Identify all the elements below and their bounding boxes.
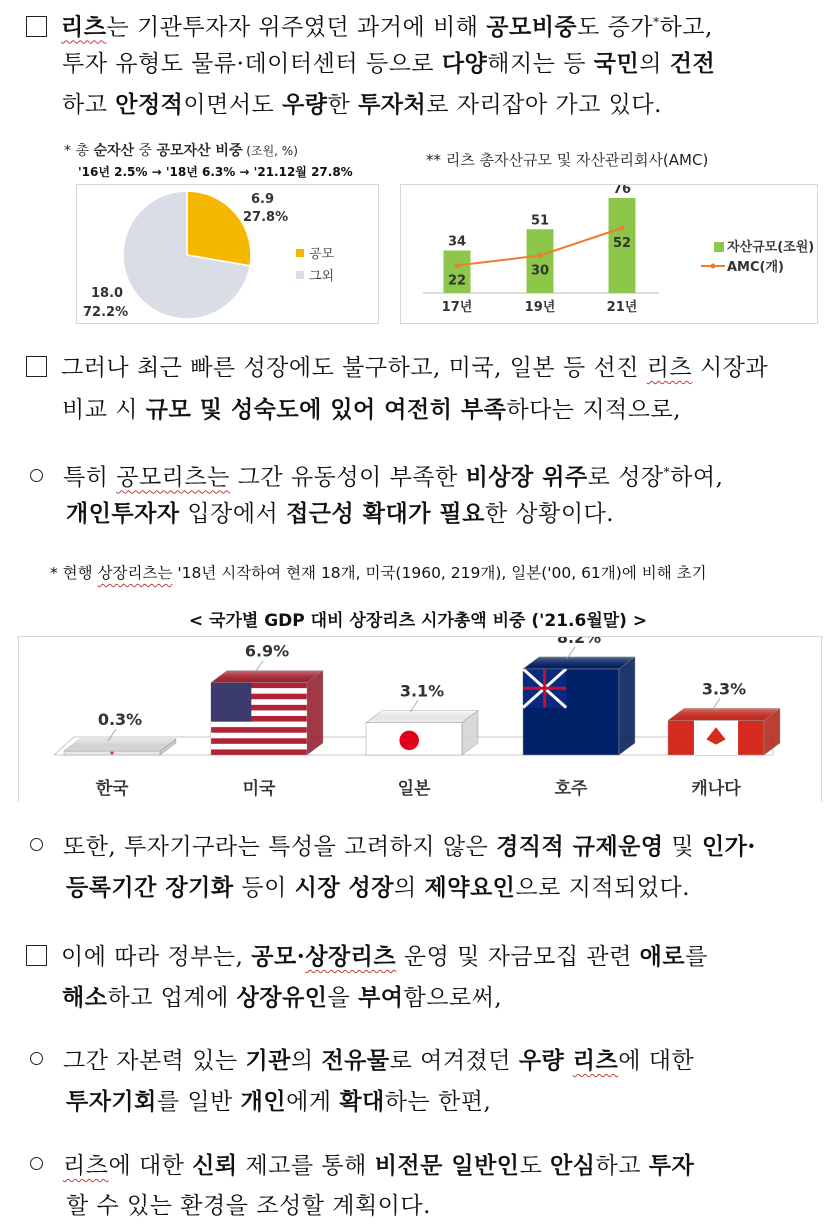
text: 하여, [670,464,724,491]
circle-bullet-icon [30,838,43,851]
text: 는 기관투자자 위주였던 과거에 비해 [106,14,487,41]
gdp-country-label: 캐나다 [691,779,741,799]
footnote-listed-reits [50,561,707,583]
pie-label-other-value: 18.0 [91,286,124,301]
pie-chart-trend: '16년 2.5% → '18년 6.3% → '21.12월 27.8% [78,165,353,179]
text: 비교 시 [62,397,146,423]
text-long-registration: 등록기간 장기화 [66,874,234,901]
text: 해지는 등 [487,51,594,77]
text-public: 공모· [251,943,306,970]
flag-stripe [211,744,307,750]
text: 운영 및 자금모집 관련 [396,944,640,970]
text: 하고 업계에 [107,985,237,1011]
text: 입장에서 [179,501,287,527]
gdp-country-label: 호주 [554,779,588,799]
text: 을 [327,985,359,1011]
paragraph-regulation [22,826,822,908]
text: * 총 [64,143,94,159]
text: 한 상황이다. [484,501,615,527]
text-authorization: 인가· [701,833,756,860]
text-resolve: 해소 [62,984,108,1011]
paragraph-public-reits [22,452,822,534]
text: 및 [663,834,702,860]
flag-stripe [211,722,307,728]
text: 이에 따라 정부는, [61,944,252,970]
text: 도 증가 [577,14,654,41]
text: 한 [327,92,359,118]
paragraph-government [26,936,826,1018]
text-rigid-regulation: 경직적 규제운영 [496,833,664,860]
point-amc [538,253,543,258]
text: 그러나 최근 빠른 성장에도 불구하고, 미국, 일본 등 선진 [61,355,647,381]
point-amc [620,226,625,231]
point-label-amc: 22 [447,273,467,289]
bar-top-shade [523,657,635,669]
text-unlisted: 비상장 위주 [465,463,588,491]
legend-marker-amc [711,264,716,269]
pie-label-other-pct: 72.2% [83,305,129,320]
footnote-mark: * [653,15,660,29]
text: 하고 [62,92,116,118]
text-citizens: 국민 [593,50,640,77]
flag-taeguk [111,752,114,755]
gdp-bar [211,642,323,799]
text: 할 수 있는 환경을 조성할 계획이다. [66,1193,431,1219]
text: 에 대한 [108,1153,193,1179]
text: 으로 지적되었다. [515,875,691,901]
text: 시장과 [692,355,769,381]
text: 를 [685,944,708,970]
bar-top-shade [366,710,478,722]
text-reits: 리츠 [646,355,693,381]
text: 의 [639,51,670,77]
text-investment: 투자처 [358,91,427,118]
point-label-amc: 52 [612,236,632,251]
square-bullet-icon [26,945,47,966]
text: 중 [134,143,157,159]
paragraph-comparison [26,348,826,430]
text: 하는 한편, [384,1089,492,1115]
text-public-share: 공모비중 [486,13,578,41]
flag-stripe [211,733,307,739]
text-institution: 기관 [245,1047,291,1074]
gdp-value-label: 0.3% [97,710,143,729]
square-bullet-icon [26,356,47,377]
gdp-bar [668,679,780,799]
bar-label-assets: 34 [447,234,467,250]
bar-chart-note: ** 리츠 총자산규모 및 자산관리회사(AMC) [426,151,709,169]
circle-bullet-icon [30,469,43,482]
text: 하다는 지적으로, [506,397,682,423]
text-safe: 안심 [550,1152,596,1179]
text: 에 대한 [618,1048,695,1074]
bar-top-shade [64,739,176,751]
point-amc [455,263,460,268]
pie-label-public-pct: 27.8% [243,210,289,225]
gdp-chart-svg [19,637,823,803]
x-tick-label: 21년 [606,300,638,315]
text-grant: 부여 [358,984,404,1011]
circle-bullet-icon [30,1157,43,1170]
bar-top-shade [668,708,780,720]
legend-swatch-assets [714,242,724,252]
text: (조원, %) [242,144,298,158]
text: 등이 [233,875,295,901]
legend-swatch-public [296,249,304,257]
bar-side-shade [307,671,323,755]
text: 도 [519,1153,551,1179]
text: 로 여겨졌던 [389,1048,519,1074]
text-reits: 리츠 [572,1047,619,1074]
pie-chart-svg [77,185,380,325]
text: 특히 [63,464,117,491]
text-individual: 개인 [240,1088,287,1115]
gdp-country-label: 한국 [95,779,129,799]
text-market-growth: 시장 성장 [294,874,394,901]
text: 함으로써, [403,985,503,1011]
legend-swatch-other [296,271,304,279]
text: 의 [290,1048,322,1074]
text-difficulties: 애로 [639,943,686,970]
gdp-value-label: 6.9% [244,641,290,661]
paragraph-opportunity [22,1040,822,1122]
bar-top-shade [211,671,323,683]
text: 로 성장 [587,464,664,491]
text-quality: 우량 [518,1047,573,1074]
x-tick-label: 19년 [524,300,556,315]
text-non-experts: 비전문 일반인 [374,1152,520,1179]
text: 제고를 통해 [237,1153,375,1179]
text-diverse: 다양 [441,50,488,77]
text: 그간 유동성이 부족한 [229,464,466,491]
text-insufficient: 규모 및 성숙도에 있어 여전히 부족 [145,396,507,423]
bar-label-assets: 76 [612,185,632,197]
text-trust: 신뢰 [192,1152,238,1179]
gdp-value-label: 3.1% [399,681,445,701]
pie-slice-public [187,191,251,266]
legend-public: 공모 [309,247,335,262]
pie-slices [123,191,251,319]
legend-amc: AMC(개) [727,260,784,275]
square-bullet-icon [26,16,47,37]
text: 순자산 [93,143,135,159]
footnote-mark: * [663,465,671,479]
paragraph-reits-growth [26,2,826,125]
text-access-needed: 접근성 확대가 필요 [286,500,485,527]
text: 에게 [286,1089,340,1115]
paragraph-trust [22,1145,822,1227]
pie-label-public-value: 6.9 [251,192,275,207]
assets-amc-chart [400,184,818,324]
text: 그간 자본력 있는 [63,1048,246,1074]
legend-other: 그외 [309,269,335,284]
text-exclusive: 전유물 [321,1047,390,1074]
pie-chart-note [64,140,298,160]
bar-assets [527,229,554,293]
bar-side-shade [619,657,635,755]
gdp-country-label: 일본 [397,779,431,799]
gdp-value-label: 8.2% [556,637,602,647]
text: '18년 시작하여 현재 18개, 미국(1960, 219개), 일본('00, 61개)에 비해 초기 [172,564,707,582]
point-label-amc: 30 [530,263,550,279]
flag-sun [399,731,419,751]
text-opportunity: 투자기회 [66,1088,157,1115]
text-individual-investors: 개인투자자 [66,500,180,527]
text: 공모자산 비중 [156,143,243,159]
text: 이면서도 [183,92,283,118]
text-expand: 확대 [339,1088,385,1115]
assets-amc-chart-svg [401,185,819,325]
text-reits: 리츠 [61,13,107,41]
text: 투자 유형도 물류·데이터센터 등으로 [62,51,442,77]
x-tick-label: 17년 [441,300,473,315]
gdp-value-label: 3.3% [701,679,747,699]
text: 상장리츠는 [97,564,173,582]
text: 의 [394,875,425,901]
text-reits: 리츠 [63,1153,109,1179]
text: 또한, 투자기구라는 특성을 고려하지 않은 [63,834,497,860]
text-listing-incentive: 상장유인 [236,984,328,1011]
bar-label-assets: 51 [530,213,550,229]
text-stable: 안정적 [115,91,184,118]
gdp-chart-title: < 국가별 GDP 대비 상장리츠 시가총액 비중 ('21.6월말) > [188,611,648,631]
gdp-chart [18,636,822,802]
text: 하고, [659,14,713,41]
text: 하고 [595,1153,649,1179]
gdp-bar [523,637,635,799]
text: * 현행 [50,564,98,582]
text-listed-reits: 상장리츠 [305,943,397,970]
text-invest: 투자 [648,1152,695,1179]
legend-assets: 자산규모(조원) [727,240,815,255]
text-quality: 우량 [282,91,328,118]
pie-chart [76,184,379,324]
text-public-reits: 공모리츠는 [116,464,230,491]
text-constraints: 제약요인 [424,874,516,901]
circle-bullet-icon [30,1052,43,1065]
gdp-bar [366,681,478,799]
text-sound: 건전 [669,50,716,77]
gdp-country-label: 미국 [242,779,276,799]
text: 를 일반 [156,1089,241,1115]
text: 로 자리잡아 가고 있다. [426,92,662,118]
flag-canton [211,683,251,722]
gdp-bar [64,710,176,799]
